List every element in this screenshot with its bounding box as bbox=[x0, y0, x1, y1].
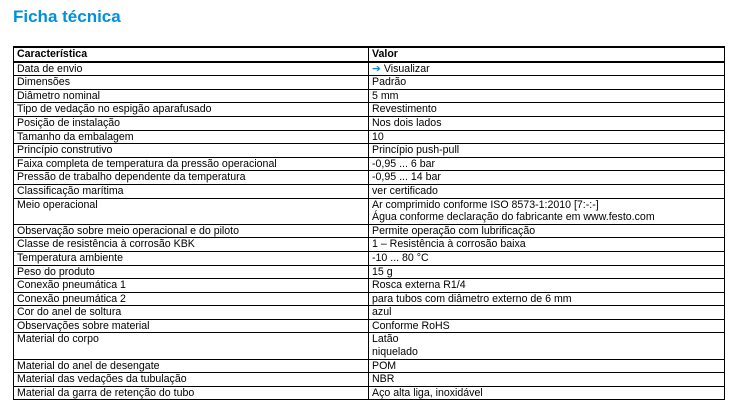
row-label: Classe de resistência à corrosão KBK bbox=[14, 238, 369, 252]
row-value bbox=[369, 89, 725, 103]
row-label: Diâmetro nominal bbox=[14, 89, 369, 103]
row-value bbox=[369, 359, 725, 373]
value-line: 10 bbox=[372, 130, 384, 143]
row-label: Material do corpo bbox=[14, 333, 369, 359]
row-value bbox=[369, 103, 725, 117]
table-row bbox=[14, 198, 725, 224]
value-line: -0,95 ... 6 bar bbox=[372, 157, 436, 170]
value-line: 15 g bbox=[372, 265, 393, 278]
row-label: Cor do anel de soltura bbox=[14, 306, 369, 320]
value-line: Rosca externa R1/4 bbox=[372, 279, 466, 292]
value-line: Ar comprimido conforme ISO 8573-1:2010 [7:-:-] bbox=[372, 198, 599, 211]
row-value bbox=[369, 224, 725, 238]
row-value bbox=[369, 198, 725, 224]
row-label: Material do anel de desengate bbox=[14, 359, 369, 373]
table-row bbox=[14, 265, 725, 279]
table-row bbox=[14, 144, 725, 158]
row-label: Temperatura ambiente bbox=[14, 251, 369, 265]
row-value bbox=[369, 157, 725, 171]
table-row bbox=[14, 62, 725, 76]
column-header-value: Valor bbox=[369, 47, 725, 62]
row-label: Observação sobre meio operacional e do piloto bbox=[14, 224, 369, 238]
value-line: azul bbox=[372, 306, 392, 319]
table-row bbox=[14, 89, 725, 103]
value-line: Aço alta liga, inoxidável bbox=[372, 386, 483, 399]
table-row bbox=[14, 373, 725, 387]
table-row bbox=[14, 238, 725, 252]
table-row bbox=[14, 171, 725, 185]
table-row bbox=[14, 333, 725, 359]
value-line: Princípio push-pull bbox=[372, 144, 460, 157]
row-label: Peso do produto bbox=[14, 265, 369, 279]
table-row bbox=[14, 130, 725, 144]
table-row bbox=[14, 306, 725, 320]
value-line: 5 mm bbox=[372, 89, 399, 102]
row-value bbox=[369, 319, 725, 333]
value-line: POM bbox=[372, 359, 397, 372]
row-value bbox=[369, 144, 725, 158]
row-value bbox=[369, 251, 725, 265]
table-row bbox=[14, 319, 725, 333]
row-value bbox=[369, 116, 725, 130]
row-label: Observações sobre material bbox=[14, 319, 369, 333]
table-row bbox=[14, 103, 725, 117]
row-label: Posição de instalação bbox=[14, 116, 369, 130]
table-row bbox=[14, 251, 725, 265]
view-link[interactable] bbox=[372, 63, 722, 76]
arrow-right-icon: ➔ bbox=[372, 62, 381, 75]
value-line: Conforme RoHS bbox=[372, 319, 450, 332]
row-label: Data de envio bbox=[14, 62, 369, 76]
table-row bbox=[14, 157, 725, 171]
row-value bbox=[369, 184, 725, 198]
row-label: Dimensões bbox=[14, 76, 369, 90]
row-value bbox=[369, 265, 725, 279]
row-value bbox=[369, 130, 725, 144]
table-row bbox=[14, 386, 725, 400]
row-label: Tamanho da embalagem bbox=[14, 130, 369, 144]
value-line: Revestimento bbox=[372, 103, 437, 116]
row-value bbox=[369, 279, 725, 293]
view-link-label: Visualizar bbox=[383, 62, 430, 75]
row-value bbox=[369, 373, 725, 387]
value-line: Permite operação com lubrificação bbox=[372, 224, 536, 237]
page-title: Ficha técnica bbox=[13, 7, 121, 26]
value-line: Latão bbox=[372, 333, 399, 346]
row-value bbox=[369, 386, 725, 400]
row-value bbox=[369, 171, 725, 185]
row-value bbox=[369, 76, 725, 90]
row-value bbox=[369, 238, 725, 252]
row-value bbox=[369, 62, 725, 76]
value-line: niquelado bbox=[372, 346, 418, 359]
value-line: 1 – Resistência à corrosão baixa bbox=[372, 238, 526, 251]
value-line: para tubos com diâmetro externo de 6 mm bbox=[372, 292, 572, 305]
value-line: -0,95 ... 14 bar bbox=[372, 171, 441, 184]
table-row bbox=[14, 116, 725, 130]
table-row bbox=[14, 292, 725, 306]
row-label: Classificação marítima bbox=[14, 184, 369, 198]
value-line: ver certificado bbox=[372, 184, 438, 197]
column-header-characteristic: Característica bbox=[14, 47, 369, 62]
value-line: Nos dois lados bbox=[372, 116, 442, 129]
row-label: Material da garra de retenção do tubo bbox=[14, 386, 369, 400]
value-line: Água conforme declaração do fabricante em www.festo.com bbox=[372, 211, 655, 224]
row-label: Material das vedações da tubulação bbox=[14, 373, 369, 387]
row-label: Conexão pneumática 2 bbox=[14, 292, 369, 306]
row-label: Meio operacional bbox=[14, 198, 369, 224]
table-row bbox=[14, 224, 725, 238]
row-label: Pressão de trabalho dependente da temperatura bbox=[14, 171, 369, 185]
value-line: -10 ... 80 °C bbox=[372, 251, 429, 264]
table-row bbox=[14, 279, 725, 293]
table-row bbox=[14, 359, 725, 373]
table-header-row bbox=[14, 47, 725, 62]
spec-table-body bbox=[14, 62, 725, 400]
row-label: Faixa completa de temperatura da pressão operacional bbox=[14, 157, 369, 171]
row-value bbox=[369, 306, 725, 320]
table-row bbox=[14, 76, 725, 90]
value-line: NBR bbox=[372, 373, 395, 386]
row-label: Tipo de vedação no espigão aparafusado bbox=[14, 103, 369, 117]
value-line: Padrão bbox=[372, 76, 407, 89]
row-label: Conexão pneumática 1 bbox=[14, 279, 369, 293]
row-value bbox=[369, 292, 725, 306]
row-value bbox=[369, 333, 725, 359]
table-row bbox=[14, 184, 725, 198]
row-label: Princípio construtivo bbox=[14, 144, 369, 158]
spec-table bbox=[13, 46, 725, 400]
